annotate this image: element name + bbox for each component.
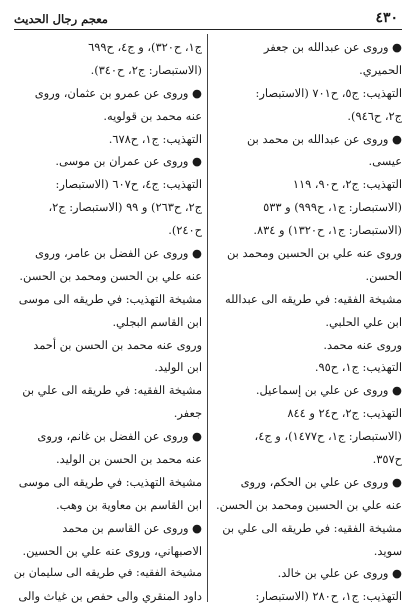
text-line: سويد. bbox=[373, 543, 402, 558]
text-line: عنه محمد بن قولويه. bbox=[103, 108, 202, 123]
text-line: التهذيب: ج١، ح٩٥. bbox=[314, 360, 402, 375]
book-title: معجم رجال الحديث bbox=[14, 12, 108, 26]
text-line: ج٢، ح٢٦٣) و ٩٩ (الاستبصار: ج٢، bbox=[48, 200, 202, 215]
text-line: التهذيب: ج١، ح٦٧٨. bbox=[108, 131, 202, 146]
text-line: مشيخة الفقيه: في طريقه الى سليمان بن bbox=[13, 566, 202, 580]
text-line: مشيخة الفقيه: في طريقه الى علي بن bbox=[22, 383, 202, 398]
text-line: ● وروى عن الفضل بن غانم، وروى bbox=[37, 429, 202, 444]
text-line: التهذيب: ج٢، ح٢٤ و ٨٤٤ bbox=[287, 406, 402, 421]
text-line: داود المنقري والى حفص بن غياث والى bbox=[18, 589, 202, 604]
text-line: ج٢، ح٩٤٦). bbox=[347, 108, 402, 123]
text-line: ابن القاسم البجلي. bbox=[112, 314, 202, 329]
text-line: مشيخة التهذيب: في طريقه الى موسى bbox=[18, 291, 202, 306]
text-line: وروى عنه محمد. bbox=[323, 337, 402, 352]
text-line: عنه علي بن الحسين ومحمد بن الحسن. bbox=[215, 497, 402, 512]
text-line: التهذيب: ج٢، ح٩٠، ١١٩ bbox=[292, 177, 402, 192]
text-line: ابن القاسم بن معاوية بن وهب. bbox=[56, 497, 202, 512]
text-line: ● وروى عن علي بن إسماعيل. bbox=[255, 383, 402, 398]
left-column bbox=[12, 36, 202, 608]
text-line: مشيخة التهذيب: في طريقه الى موسى bbox=[18, 474, 202, 489]
text-line: ● وروى عن القاسم بن محمد bbox=[62, 520, 202, 535]
text-line: ● وروى عن الفضل بن عامر، وروى bbox=[34, 246, 202, 261]
text-line: ● وروى عن عمران بن موسى. bbox=[55, 154, 202, 169]
text-line: الحسن. bbox=[365, 268, 402, 283]
text-line: التهذيب: ج٤، ح٦٠٧ (الاستبصار: bbox=[55, 177, 202, 192]
page-number: ٤٣٠ bbox=[375, 10, 398, 26]
page-header bbox=[14, 10, 398, 28]
text-line: التهذيب: ج١، ح٢٨٠ (الاستبصار: bbox=[255, 589, 402, 604]
text-line: مشيخة الفقيه: في طريقه الى عبدالله bbox=[225, 291, 402, 306]
text-line: وروى عنه محمد بن الحسن بن أحمد bbox=[33, 337, 202, 352]
text-line: ● وروى عن علي بن الحكم، وروى bbox=[240, 474, 402, 489]
text-line: ح٢٤٠). bbox=[168, 223, 202, 238]
text-line: ابن الوليد. bbox=[154, 360, 202, 375]
text-line: الاصبهاني، وروى عنه علي بن الحسين. bbox=[22, 543, 202, 558]
text-line: جعفر. bbox=[173, 406, 202, 421]
text-line: (الاستبصار: ج١، ح٩٩٩) و ٥٣٣ bbox=[263, 200, 402, 215]
header-rule bbox=[14, 29, 402, 30]
text-line: ● وروى عن علي بن خالد. bbox=[277, 566, 402, 581]
text-line: مشيخة الفقيه: في طريقه الى علي بن bbox=[222, 520, 402, 535]
text-line: ج١، ح٣٢٠)، و ج٤، ح٦٩٩ bbox=[88, 40, 202, 54]
right-column bbox=[212, 36, 402, 608]
text-line: عنه محمد بن الحسن بن الوليد. bbox=[56, 452, 202, 467]
text-line: ● وروى عن عبدالله بن محمد بن bbox=[247, 131, 402, 146]
text-line: الحميري. bbox=[359, 62, 402, 77]
text-line: عيسى. bbox=[368, 154, 402, 169]
column-divider bbox=[207, 34, 208, 602]
text-line: ح٣٥٧. bbox=[372, 452, 402, 467]
text-line: (الاستبصار: ج٢، ح٣٤٠). bbox=[90, 62, 202, 77]
text-line: وروى عنه علي بن الحسين ومحمد بن bbox=[226, 246, 402, 261]
text-line: عنه علي بن الحسن ومحمد بن الحسن. bbox=[19, 268, 202, 283]
text-line: التهذيب: ج٥، ح٧٠١ (الاستبصار: bbox=[255, 85, 402, 100]
text-line: (الاستبصار: ج١، ح١٤٧٧)، و ج٤، bbox=[254, 429, 402, 444]
text-line: ابن علي الحلبي. bbox=[325, 314, 402, 329]
text-line: ● وروى عن عبدالله بن جعفر bbox=[263, 40, 402, 54]
text-line: ● وروى عن عمرو بن عثمان، وروى bbox=[34, 85, 202, 100]
text-line: (الاستبصار: ج١، ح١٣٢٠) و ٨٣٤. bbox=[253, 223, 402, 238]
